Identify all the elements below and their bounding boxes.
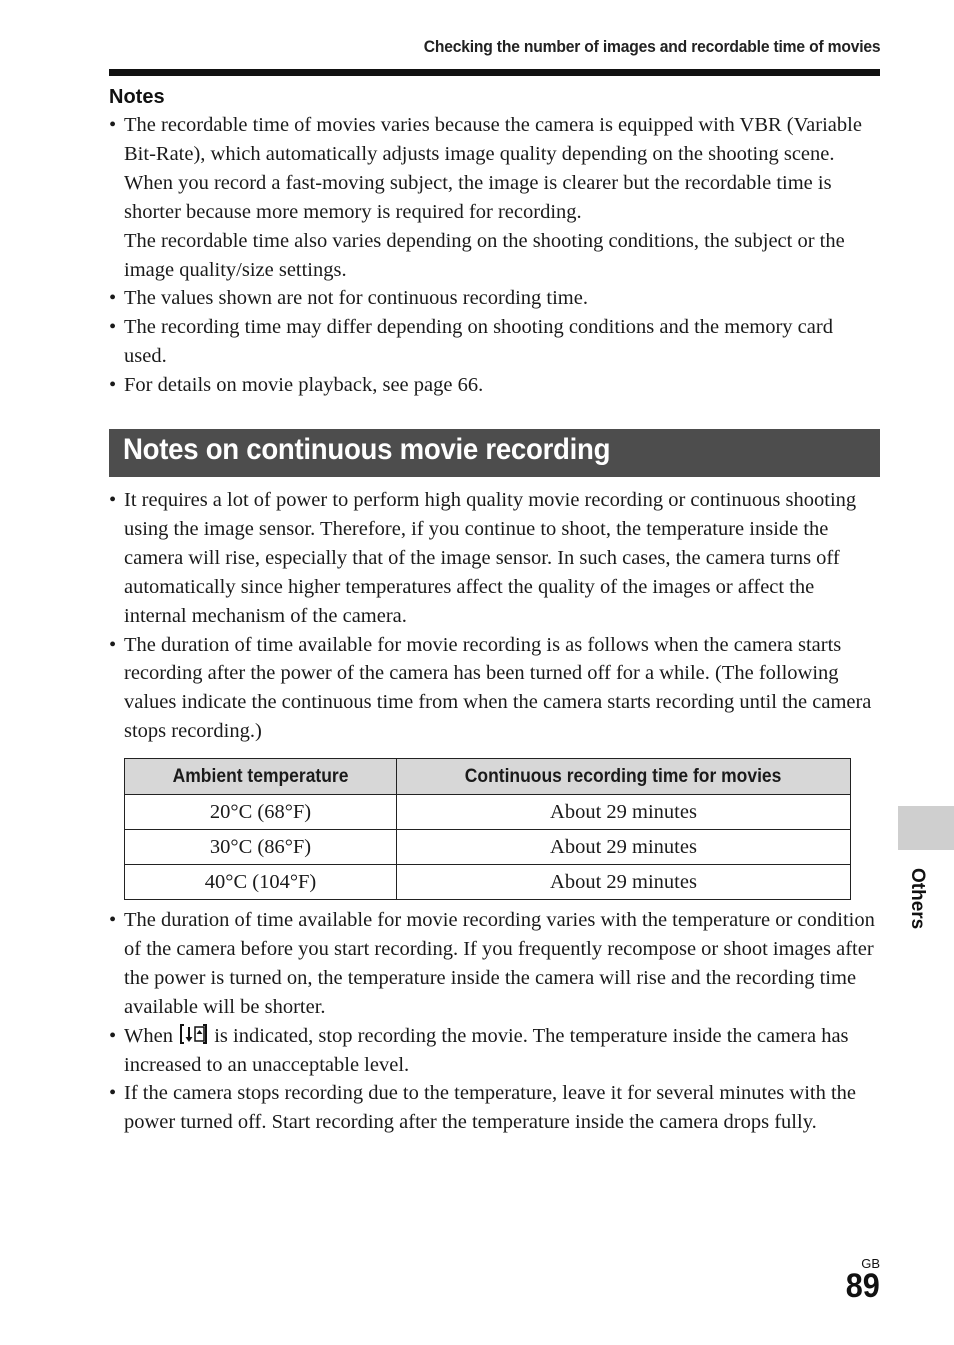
section-heading-band [109,429,880,477]
side-tab-label: Others [907,868,928,930]
page-number: 89 [845,1267,880,1305]
temperature-notes-list [109,906,880,1137]
temperature-warning-icon [180,1024,207,1044]
list-item: • The values shown are not for continuous recording time. [109,284,880,313]
when-text: When [124,1024,173,1047]
table-cell-duration: About 29 minutes [397,795,851,830]
list-item: • If the camera stops recording due to the temperature, leave it for several minutes with the power turned off. Start recording after the temperature inside the camera drops fully. [109,1079,880,1137]
note-text-continued: The recordable time also varies depending on the shooting conditions, the subject or the image quality/size settings. [124,229,845,281]
recording-time-table [124,758,851,900]
table-row [125,865,851,900]
list-item [109,111,880,284]
running-head: Checking the number of images and recordable time of movies [423,37,880,56]
table-cell-duration: About 29 minutes [397,830,851,865]
list-item: • For details on movie playback, see page 66. [109,371,880,400]
header-rule [109,69,880,76]
side-tab-marker [898,806,954,850]
table-cell-duration: About 29 minutes [397,865,851,900]
region-code: GB [861,1256,880,1271]
note-text: • The recordable time of movies varies because the camera is equipped with VBR (Variable Bit-Rate), which automatically adjusts image quality depending on the shooting scene. When you record a fast-moving subject, the image is clearer but the recordable time is shorter because more memory is required for recording. [124,114,862,223]
table-header-recording-time: Continuous recording time for movies [397,759,851,795]
icon-indicated-text: is indicated, stop recording the movie. The temperature inside the camera has increased to an unacceptable level. [124,1024,849,1076]
table-cell-temperature: 30°C (86°F) [125,830,397,865]
list-item: • The duration of time available for movie recording is as follows when the camera starts recording after the power of the camera has been turned off for a while. (The following values indicate the continuous time from when the camera starts recording until the camera stops recording.) [109,631,880,747]
table-row [125,830,851,865]
notes-heading: Notes [109,86,165,108]
continuous-recording-list [109,486,880,746]
table-row [125,795,851,830]
list-item: • It requires a lot of power to perform high quality movie recording or continuous shooting using the image sensor. Therefore, if you continue to shoot, the temperature inside the camera will rise, especially that of the image sensor. In such cases, the camera turns off automatically since higher temperatures affect the quality of the images or affect the internal mechanism of the camera. [109,486,880,631]
list-item: • The duration of time available for movie recording varies with the temperature or condition of the camera before you start recording. If you frequently recompose or shoot images after the power is turned on, the temperature inside the camera will rise and the recording time available will be shorter. [109,906,880,1022]
table-header-temperature: Ambient temperature [125,759,397,795]
notes-list [109,111,880,400]
list-item: • The recording time may differ depending on shooting conditions and the memory card used. [109,313,880,371]
section-title: Notes on continuous movie recording [123,433,611,466]
table-cell-temperature: 40°C (104°F) [125,865,397,900]
table-cell-temperature: 20°C (68°F) [125,795,397,830]
list-item [109,1022,880,1080]
